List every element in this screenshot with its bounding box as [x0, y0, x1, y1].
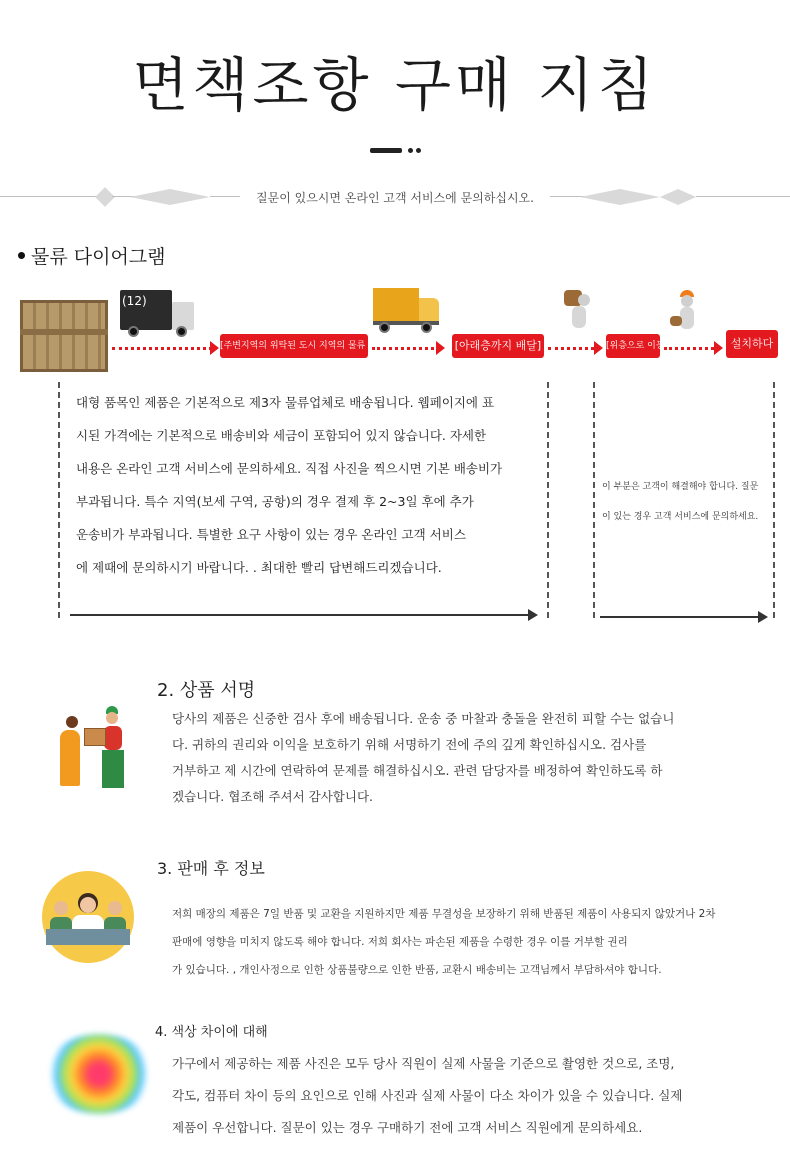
- section-3-body: 저희 매장의 제품은 7일 반품 및 교환을 지원하지만 제품 무결성을 보장하기 위해 반품된 제품이 사용되지 않았거나 2차 판매에 영향을 미치지 않도록 해야 합니다. 저희 회사는 파손된 제품을 수령한 경우 이를 거부할 권리 가 있습니다. , 개인사정으로 인한 상품불량으로 인한 반품, 교환시 배송비는 고객님께서 부담하셔야 합니다.: [172, 908, 716, 976]
- section-4-title: 4. 색상 차이에 대해: [155, 1025, 268, 1040]
- flow-step-4: 설치하다: [726, 330, 778, 358]
- arrow-right-icon: [758, 611, 768, 623]
- bracket-left: [593, 382, 595, 618]
- section-2-title: 2. 상품 서명: [157, 680, 256, 701]
- color-powder-image: [44, 1034, 154, 1114]
- flow-step-3: [위층으로 이동]: [606, 334, 660, 358]
- title-dot: [416, 148, 421, 153]
- flow-dots: [664, 347, 714, 350]
- flow-arrow-icon: [714, 341, 723, 355]
- bullet-icon: [18, 252, 25, 259]
- flow-arrow-icon: [436, 341, 445, 355]
- section-4-body: 가구에서 제공하는 제품 사진은 모두 당사 직원이 실제 사물을 기준으로 촬영한 것으로, 조명, 각도, 컴퓨터 차이 등의 요인으로 인해 사진과 실제 사물이 다소 차이가 있을 수 있습니다. 실제 제품이 우선합니다. 질문이 있는 경우 구매하기 전에 고객 서비스 직원에게 문의하세요.: [172, 1056, 683, 1135]
- customer-responsibility-note: 이 부분은 고객이 해결해야 합니다. 질문 이 있는 경우 고객 서비스에 문의하세요.: [602, 482, 759, 522]
- arrow-right-icon: [528, 609, 538, 621]
- flow-arrow-icon: [594, 341, 603, 355]
- contact-row: [0, 185, 790, 209]
- flow-dots: [372, 347, 434, 350]
- customer-service-icon: [42, 871, 134, 963]
- flow-step-1: [주변지역의 위탁된 도시 지역의 물류 지점]: [220, 334, 368, 358]
- section-2-body: 당사의 제품은 신중한 검사 후에 배송됩니다. 운송 중 마찰과 충돌을 완전히 피할 수는 없습니 다. 귀하의 권리와 이익을 보호하기 위해 서명하기 전에 주의 깊게 확인하십시오. 검사를 거부하고 제 시간에 연락하여 문제를 해결하십시오. 관련 담당자를 배정하여 확인하도록 하 겠습니다. 협조해 주셔서 감사합니다.: [172, 711, 675, 804]
- porter-figure-icon: [558, 288, 598, 334]
- bracket-right: [773, 382, 775, 618]
- bracket-right: [547, 382, 549, 618]
- bracket-arrow: [70, 614, 536, 616]
- flow-step-2: [아래층까지 배달]: [452, 334, 544, 358]
- logistics-heading: 물류 다이어그램: [18, 242, 166, 269]
- divider-line: [696, 196, 790, 197]
- package-icon: [84, 728, 106, 746]
- truck-icon: [120, 290, 196, 338]
- delivery-truck-icon: [373, 288, 441, 334]
- bracket-left: [58, 382, 60, 618]
- flow-dots: [112, 347, 212, 350]
- bracket-arrow: [600, 616, 766, 618]
- page-title: 면책조항 구매 지침: [132, 51, 658, 119]
- delivery-handover-icon: [56, 702, 136, 794]
- contact-note: 질문이 있으시면 온라인 고객 서비스에 문의하십시오.: [256, 191, 534, 205]
- installer-figure-icon: [668, 288, 704, 334]
- title-dot: [408, 148, 413, 153]
- title-underline: [370, 148, 402, 153]
- section-3-title: 3. 판매 후 정보: [157, 859, 265, 878]
- flow-arrow-icon: [210, 341, 219, 355]
- wooden-crate-icon: [20, 300, 108, 372]
- truck-label: (12): [122, 294, 147, 308]
- logistics-description: 대형 품목인 제품은 기본적으로 제3자 물류업체로 배송됩니다. 웹페이지에 표 시된 가격에는 기본적으로 배송비와 세금이 포함되어 있지 않습니다. 자세한 내용은 온라인 고객 서비스에 문의하세요. 직접 사진을 찍으시면 기본 배송비가 부과됩니다. 특수 지역(보세 구역, 공항)의 경우 결제 후 2~3일 후에 추가 운송비가 부과됩니다. 특별한 요구 사항이 있는 경우 온라인 고객 서비스 에 제때에 문의하시기 바랍니다. . 최대한 빨리 답변해드리겠습니다.: [76, 395, 503, 575]
- flow-dots: [548, 347, 594, 350]
